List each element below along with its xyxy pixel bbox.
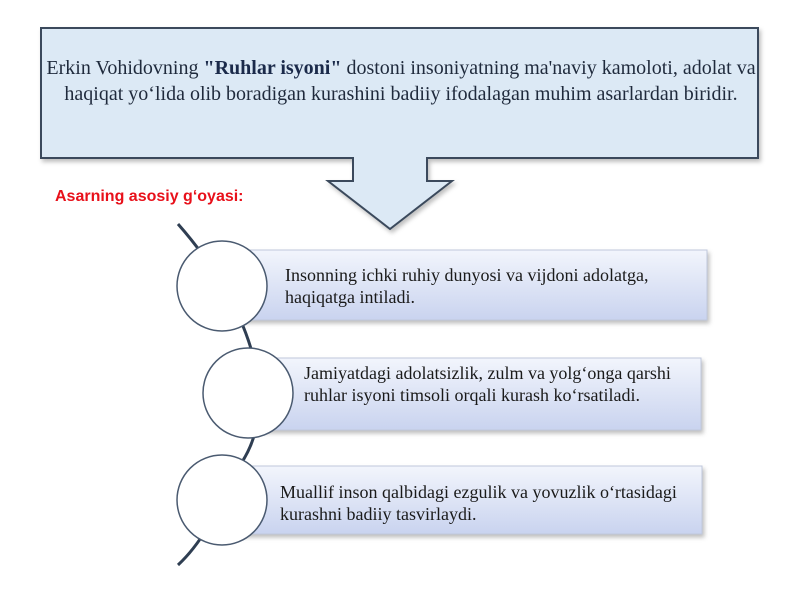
idea-text-3: Muallif inson qalbidagi ezgulik va yovuzlik o‘rtasidagi kurashni badiiy tasvirlaydi. <box>280 482 677 524</box>
idea-circle-1 <box>177 241 267 331</box>
main-idea-heading: Asarning asosiy g‘oyasi: <box>55 188 244 205</box>
idea-circle-2 <box>203 348 293 438</box>
intro-text <box>46 55 756 107</box>
idea-text-1: Insonning ichki ruhiy dunyosi va vijdoni adolatga, haqiqatga intiladi. <box>285 265 649 307</box>
intro-text-before: Erkin Vohidovning <box>46 57 204 79</box>
poem-title: "Ruhlar isyoni" <box>203 57 342 79</box>
idea-circle-3 <box>177 455 267 545</box>
idea-text-2: Jamiyatdagi adolatsizlik, zulm va yolg‘onga qarshi ruhlar isyoni timsoli orqali kurash ko‘rsatiladi. <box>304 363 671 405</box>
intro-text-after: dostoni insoniyatning ma'naviy kamoloti, adolat va haqiqat yo‘lida olib boradigan kurashini badiiy ifodalagan muhim asarlardan biridir. <box>64 57 756 105</box>
